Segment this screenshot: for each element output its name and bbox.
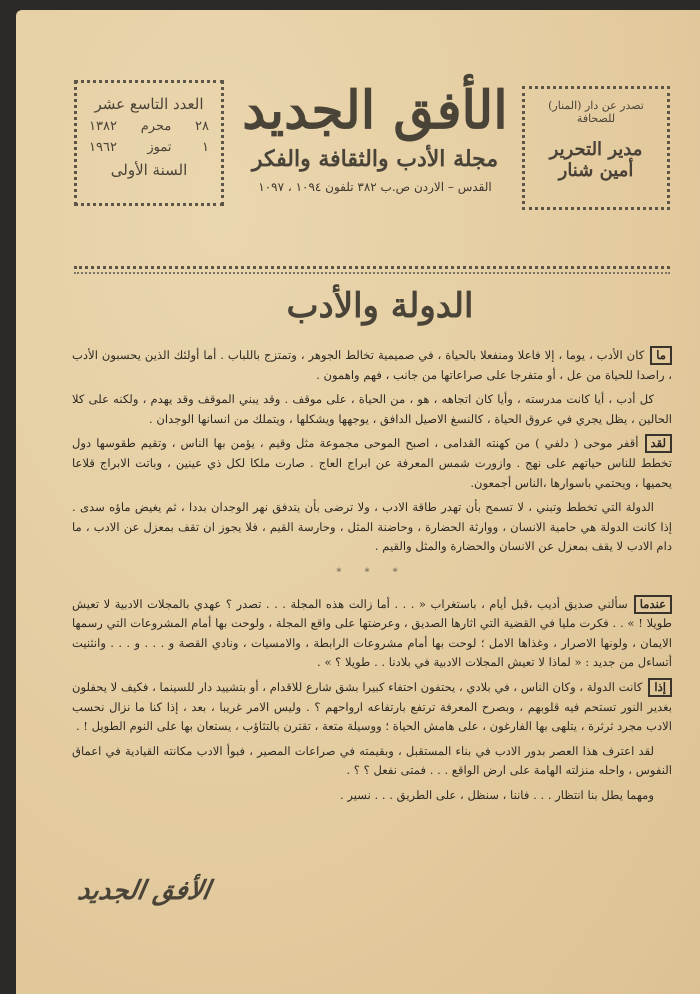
masthead [230,78,520,194]
issue-number: العدد التاسع عشر [94,95,204,113]
article-body [72,346,672,810]
lead-word-box: عندما [634,595,672,614]
paragraph: عندماسألني صديق أديب ،قبل أيام ، باستغراب « . . . أما زالت هذه المجلة . . . تصدر ؟ عهدي بالمجلات الادبية لا تعيش طويلا ! » . . فكرت مليا في القضية التي اثارها الصديق ، وعرضتها على واقع المجلة ، ولوحت بها أمام المشروعات التي رسمها الايمان ، ولونها الاصرار ، وغذاها الامل ؛ لوحت بها أمام مشروعات الرابطة ، والامسيات ، ونادي القصة و . . . و . . . وانثنيت أتساءل من جديد : « لماذا لا تعيش المجلات الادبية في بلادنا . . طويلا ؟ » . [72,596,672,670]
hijri-day: ٢٨ [195,119,209,134]
paragraph: لقد اعترف هذا العصر بدور الادب في بناء المستقبل ، وبقيمته في صراعات المصير ، فبوأ الادب مكانته القيادية في اعماق النفوس ، واحله منزلته الهامة على ارض الواقع . . . فمتى نفعل ؟ ؟ . [72,743,672,778]
hijri-year: ١٣٨٢ [89,119,117,134]
editor-box [522,86,670,210]
greg-day: ١ [202,140,209,155]
paragraph: الدولة التي تخطط وتبني ، لا تسمح بأن تهدر طاقة الادب ، ولا ترضى بأن يتدفق نهر الوجدان بددا ، ثم يغيض ماؤه سدى . إذا كانت الدولة هي حامية الانسان ، ووارثة الحضارة ، وحاضنة المثل ، وحارسة القيم ، فلا يجوز ان تقف بمعزل عن الادب ، ما دام الادب لا يقف بمعزل عن الانسان والحضارة والمثل والقيم . [72,500,672,554]
section-separator: * * * [336,566,408,578]
paragraph: ومهما يطل بنا انتظار . . . فاننا ، سنظل ، على الطريق . . . نسير . [340,787,654,802]
paragraph: ماكان الأدب ، يوما ، إلا فاعلا ومنفعلا بالحياة ، في صميمية تخالط الجوهر ، وتمتزج باللباب . أما أولئك الذين يحسبون الأدب ، راصدا للحياة من عل ، أو متفرجا على صراعاتها من جانب ، فهم واهمون . [72,348,672,382]
greg-month: تموز [147,140,172,155]
paragraph: لقدأقفر موحى ( دلفي ) من كهنته القدامى ، اصبح الموحى مجموعة مثل وقيم ، يؤمن بها الناس ، وتقيم طقوسها دول تخطط للناس حياتهم على نهج . وازورت شمس المعرفة عن ابراج العاج . صارت ملكا لكل ذي عينين ، وباتت الابراج قلاعا يحميها ، ويحتمي باسوارها ،الناس أجمعون. [72,436,672,490]
greg-year: ١٩٦٢ [89,140,117,155]
editor-role: مدير التحرير [549,139,643,160]
lead-word-box: لقد [645,434,672,453]
hijri-date [89,119,209,134]
hijri-month: محرم [140,119,172,134]
signature: الأفق الجديد [75,876,213,906]
article-title: الدولة والأدب [286,286,474,326]
lead-word-box: إذا [648,678,672,697]
publisher-line: تصدر عن دار (المنار) للصحافة [548,99,644,125]
magazine-page [16,10,700,994]
gregorian-date [89,140,209,155]
lead-word-box: ما [650,346,672,365]
volume-label: السنة الأولى [110,161,188,179]
magazine-title: الأفق الجديد [242,80,508,141]
magazine-subtitle: مجلة الأدب والثقافة والفكر [251,146,499,172]
header-divider-secondary [74,272,670,274]
header-divider [74,266,670,269]
paragraph: إذاكانت الدولة ، وكان الناس ، في بلادي ، يحتفون احتفاء كبيرا بشق شارع للاقدام ، أو بتشييد دار للسينما ، فكيف لا يحفلون بغدير النور تستحم فيه قلوبهم ، وبصرح المعرفة ترتفع بارتفاعه ارواحهم ؟ . وليس الامر غريبا ، بعد ، إذا كنا ما نزال نحسب الادب مجرد ثرثرة ، يتلهى بها الفارغون ، على هامش الحياة ؛ ووسيلة متعة ، تقترن بالتثاؤب ، يستعان بها على النوم الطويل ! . [72,679,672,734]
paragraph: كل أدب ، أيا كانت مدرسته ، وأيا كان اتجاهه ، هو ، من الحياة ، على موقف . وقد يبني الموقف وقد يهدم ، ولكنه على كلا الحالين ، يظل يجري في عروق الحياة ، كالنسغ الاصيل الدافق ، يوجهها ويشكلها ، ويتملك من انسانها الوجدان . [72,392,672,426]
issue-info-box [74,80,224,206]
editor-name: أمين شنار [558,160,634,181]
contact-address: القدس – الاردن ص.ب ٣٨٢ تلفون ١٠٩٤ ، ١٠٩٧ [258,180,492,194]
